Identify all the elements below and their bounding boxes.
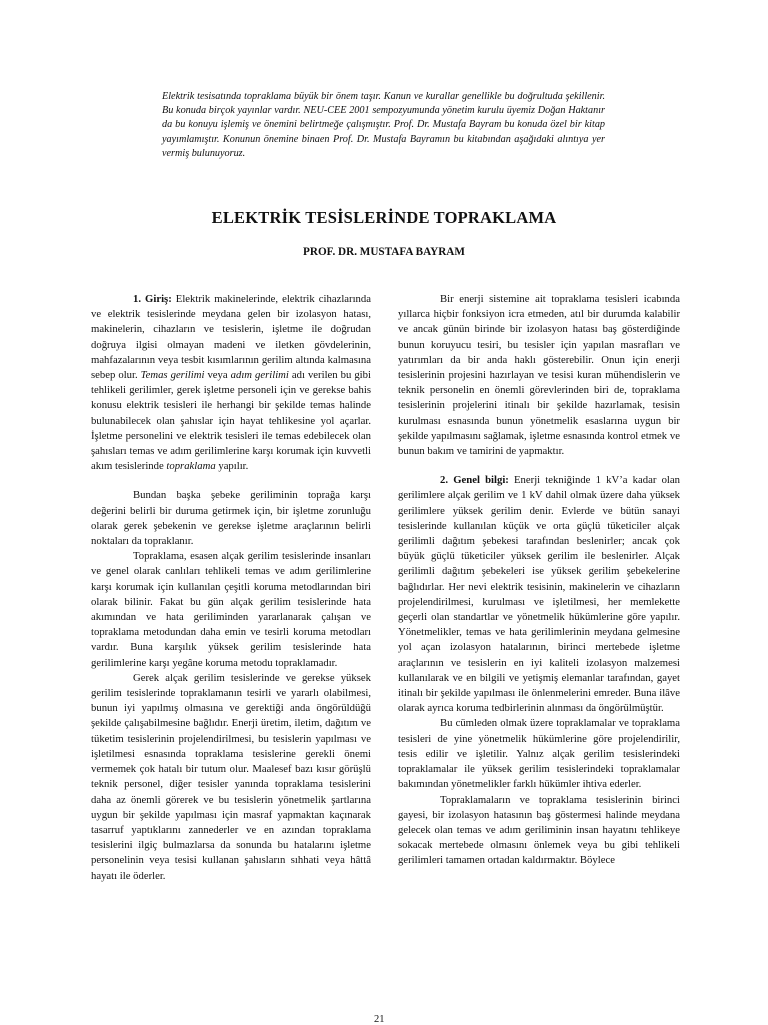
intro-section-paragraph: 1. Giriş: Elektrik makinelerinde, elektrik cihazlarında ve elektrik tesislerinde meydana gelen bir izolasyon hatası, makinelerin, cihazların ve tesislerin, işletme ile doğrudan doğruya ilgisi olmayan madeni ve iletken gövdelerinin, mahfazalarının veya tesbit kısımlarının gerilim altında kalmasına sebep olur. Temas gerilimi veya adım gerilimi adı verilen bu gibi tehlikeli gerilimler, gerek işletme personeli için ve gerekse bahis konusu elektrik tesisleri ile herhangi bir şekilde temas halinde bulunabilecek olan şahıslar için hayat tehlikesine yol açarlar. İşletme personelini ve elektrik tesisleri ile temas edebilecek olan şahısları temas ve adım gerilimlerine karşı korumak için kuvvetli akım tesislerinde topraklama yapılır. [91,293,371,473]
term-adim-gerilimi: adım gerilimi [230,369,289,382]
body-paragraph: Topraklama, esasen alçak gerilim tesislerinde insanları ve genel olarak canlıları tehlikeli temas ve adım gerilimlerine karşı korumak için kullanılan çeşitli koruma metodlarından biri olarak bilinir. Fakat bu gün alçak gerilim tesislerinde hata akımından ve hata geriliminden yararlanarak çalışan ve topraklama metodundan daha emin ve tesirli koruma metodları vardır. Buna karşılık yüksek gerilim tesislerinde hata gerilimlerine karşı yegâne koruma metodu topraklamadır. [91,550,371,669]
term-topraklama: topraklama [166,460,216,473]
body-paragraph: Bu cümleden olmak üzere topraklamalar ve topraklama tesisleri de yine yönetmelik hükümlerine göre projelendirilir, tesis edilir ve işletilir. Yalnız alçak gerilim tesislerindeki topraklamalar ile yüksek gerilim tesislerindeki topraklamalar bakımından yönetmelikler farklı hükümler ihtiva ederler. [398,717,680,791]
section-heading-genel-bilgi: 2. Genel bilgi: [440,474,509,487]
general-info-paragraph: 2. Genel bilgi: Enerji tekniğinde 1 kV’a kadar olan gerilimlere alçak gerilim ve 1 kV dahil olmak üzere daha yüksek gerilimlere yüksek gerilim denir. Evlerde ve bütün sanayi tesislerinde kullanılan küçük ve orta güçlü tüketiciler alçak gerilimli dağıtım şebekesi tarafından beslenirler; ancak çok büyük güçlü tüketiciler yüksek gerilim ile beslenirler. Alçak gerilimli dağıtım şebekeleri ise yüksek gerilim şebekelerine bağlıdırlar. Her nevi elektrik tesisinin, makinelerin ve cihazların projelendirilmesi, kurulması ve işletilmesi, her memlekette geçerli olan standartlar ve yönetmelik hükümlerine göre yapılır. Yönetmelikler, temas ve hata gerilimlerinin meydana gelmesine yol açan izolasyon hatalarının, birinci mertebede işletme araçlarının ve tesislerin en iyi kaliteli izolasyon malzemesi kullanılarak ve en bilgili ve yetişmiş elemanlar tarafından, gayet itinalı bir şekilde yapılması ile önlenmelerini emreder. Buna ilâve olarak ayrıca koruma tedbirlerinin alınması da öngörülmüştür. [398,474,680,715]
page-number: 21 [374,1014,385,1025]
body-paragraph: Bir enerji sistemine ait topraklama tesisleri icabında yıllarca hiçbir fonksiyon icra etmeden, atıl bir durumda kalabilir ve ancak günün birinde bir izolasyon hatası baş gösterdiğinde bunun koruyucu tesiri, bu tesisler için yapılan masrafları ve yatırımları da bir anda haklı gösterebilir. Onun için enerji tesislerinin projesini hazırlayan ve tesisi kuran mühendislerin ve teknik personelin en önemli görevlerinden biri de, topraklama tesislerinin projelerini itinalı bir şekilde hazırlamak, tesisin kurulması esnasında bunun yönetmelik esaslarına uygun bir şekilde yapılmasını sağlamak, işletme esnasında kontrol etmek ve bunun bakım ve tamirini de yapmaktır. [398,293,680,458]
section-heading-giris: 1. Giriş: [133,293,172,305]
term-temas-gerilimi: Temas gerilimi [140,369,205,382]
body-paragraph: Topraklamaların ve topraklama tesislerinin birinci gayesi, bir izolasyon hatasının baş göstermesi halinde meydana gelecek olan temas ve adım geriliminin insan hayatını tehlikeye sokacak mertebede olmasını önlemek veya bu gibi tehlikeli gerilimleri tamamen ortadan kaldırmaktır. Böylece [398,793,680,867]
right-column [398,292,680,869]
body-paragraph: Bundan başka şebeke geriliminin toprağa karşı değerini belirli bir duruma getirmek için, bir işletme zorunluğu olarak gerek şebekenin ve gerekse işletme araçlarının belirli noktaları da topraklanır. [91,489,371,548]
article-author: PROF. DR. MUSTAFA BAYRAM [303,246,465,258]
left-column [91,292,371,884]
body-paragraph: Gerek alçak gerilim tesislerinde ve gerekse yüksek gerilim tesislerinde topraklamanın tesirli ve yararlı olabilmesi, bunun iyi yapılmış olmasına ve gerektiği anda öngörüldüğü şekilde çalışabilmesine bağlıdır. Enerji üretim, iletim, dağıtım ve tüketim tesislerinin projelendirilmesi, bu tesislerin yapılması ve işletilmesi esnasında topraklama tesislerine gerekli önemi vermemek çok hatalı bir tutum olur. Maalesef bazı kısır görüşlü teknik personel, diğer tesisler yanında topraklama tesislerini daha az önemli görerek ve bu tesislerin yönetmelik şartlarına uygun bir şekilde yapılması için masraf yapmaktan kaçınarak tasarruf yaptıklarını zannederler ve en azından topraklama tesislerini ilgiç bulmazlarsa da sonunda bu hatalarını işletme personelinin veya tesisi kullanan şahısların sıhhati veya hâttâ hayatı ile öderler. [91,671,371,882]
article-title: ELEKTRİK TESİSLERİNDE TOPRAKLAMA [211,208,557,227]
intro-paragraph: Elektrik tesisatında topraklama büyük bir önem taşır. Kanun ve kurallar genellikle bu doğrultuda şekillenir. Bu konuda birçok yayınlar vardır. NEU-CEE 2001 sempozyumunda yönetim kurulu üyemiz Doğan Haktanır da bu konuyu işlemiş ve önemini belirtmeğe çalışmıştır. Prof. Dr. Mustafa Bayram bu konuda özel bir kitap yayımlamıştır. Konunun önemine binaen Prof. Dr. Mustafa Bayramın bu kitabından aşağıdaki alıntıya yer vermiş bulunuyoruz. [162,91,605,159]
